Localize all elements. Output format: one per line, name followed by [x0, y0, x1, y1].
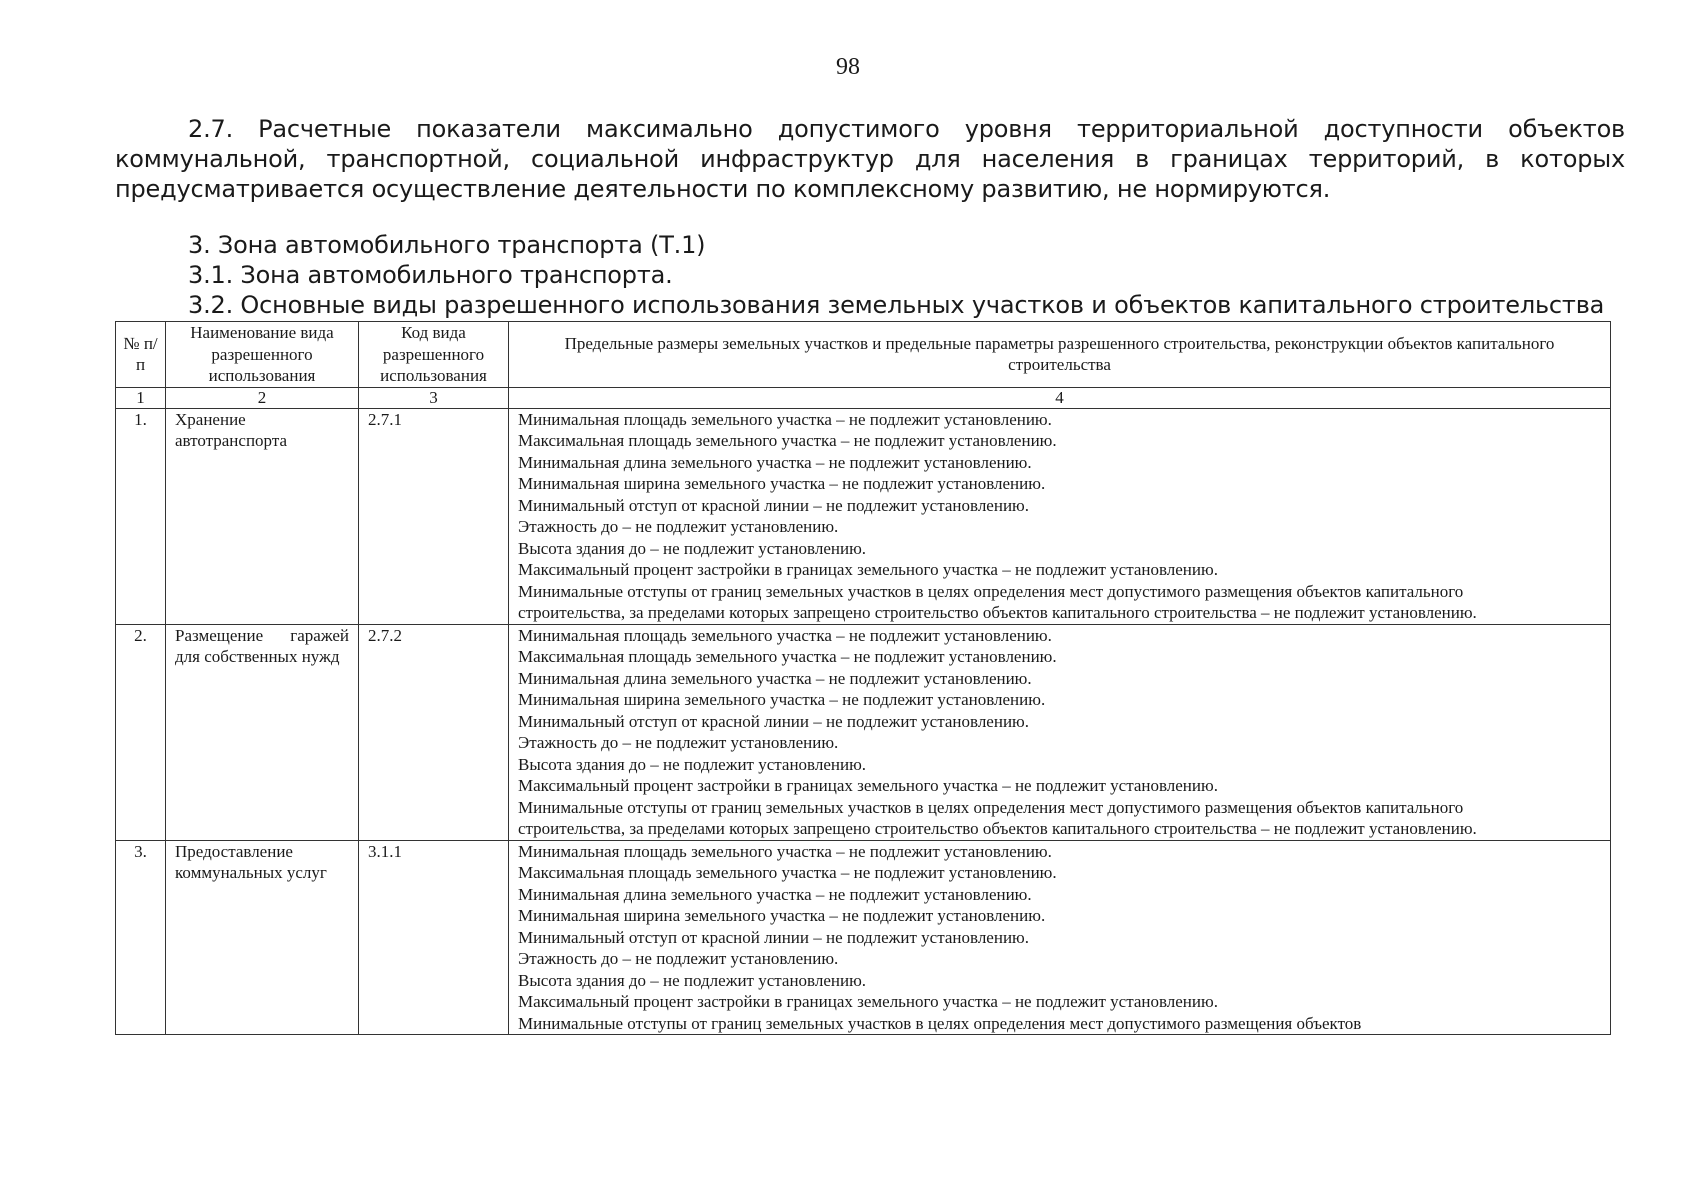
param-line: Минимальные отступы от границ земельных участков в целях определения мест допустимого размещения объектов капитального строительства, за пределами которых запрещено строительство объектов капитального строительства – не подлежит установлению. — [518, 797, 1477, 838]
use-params — [509, 408, 1611, 624]
table-row — [116, 840, 1611, 1035]
param-line: Максимальный процент застройки в границах земельного участка – не подлежит установлению. — [518, 992, 1218, 1011]
param-line: Высота здания до – не подлежит установлению. — [518, 970, 867, 990]
param-line: Минимальный отступ от красной линии – не подлежит установлению. — [518, 495, 1029, 515]
param-line: Этажность до – не подлежит установлению. — [518, 517, 839, 536]
param-line: Максимальный процент застройки в границах земельного участка – не подлежит установлению. — [518, 560, 1218, 579]
param-line: Минимальная длина земельного участка – не подлежит установлению. — [518, 668, 1032, 688]
permitted-uses-heading: 3.2. Основные виды разрешенного использования земельных участков и объектов капитального строительства — [188, 291, 1605, 319]
param-line: Минимальная площадь земельного участка – не подлежит установлению. — [518, 409, 1052, 429]
use-params — [509, 840, 1611, 1035]
param-line: Минимальная ширина земельного участка – не подлежит установлению. — [518, 474, 1046, 493]
column-number: 3 — [359, 387, 509, 408]
use-params — [509, 624, 1611, 840]
param-line: Минимальный отступ от красной линии – не подлежит установлению. — [518, 711, 1029, 731]
param-line: Максимальная площадь земельного участка – не подлежит установлению. — [518, 431, 1057, 450]
row-number: 3. — [116, 840, 166, 1035]
param-line: Максимальная площадь земельного участка – не подлежит установлению. — [518, 863, 1057, 882]
page-number: 98 — [836, 54, 860, 80]
table-header-row — [116, 322, 1611, 388]
param-line: Высота здания до – не подлежит установлению. — [518, 538, 867, 558]
param-line: Этажность до – не подлежит установлению. — [518, 733, 839, 752]
param-line: Максимальная площадь земельного участка – не подлежит установлению. — [518, 647, 1057, 666]
column-number: 2 — [166, 387, 359, 408]
header-params: Предельные размеры земельных участков и предельные параметры разрешенного строительства, реконструкции объектов капитального строительства — [509, 322, 1611, 388]
use-name: Хранение автотранспорта — [166, 408, 359, 624]
param-line: Минимальная ширина земельного участка – не подлежит установлению. — [518, 906, 1046, 925]
param-line: Минимальная ширина земельного участка – не подлежит установлению. — [518, 690, 1046, 709]
param-line: Минимальный отступ от красной линии – не подлежит установлению. — [518, 927, 1029, 947]
zone-subheading: 3.1. Зона автомобильного транспорта. — [188, 261, 673, 289]
header-num: № п/п — [116, 322, 166, 388]
param-line: Минимальная площадь земельного участка – не подлежит установлению. — [518, 841, 1052, 861]
param-line: Максимальный процент застройки в границах земельного участка – не подлежит установлению. — [518, 776, 1218, 795]
param-line: Высота здания до – не подлежит установлению. — [518, 754, 867, 774]
use-code: 2.7.2 — [359, 624, 509, 840]
column-number: 1 — [116, 387, 166, 408]
use-name: Размещение гаражей для собственных нужд — [166, 624, 359, 840]
table-row — [116, 408, 1611, 624]
param-line: Этажность до – не подлежит установлению. — [518, 949, 839, 968]
column-number: 4 — [509, 387, 1611, 408]
table-row — [116, 624, 1611, 840]
intro-paragraph: 2.7. Расчетные показатели максимально допустимого уровня территориальной доступности объектов коммунальной, транспортной, социальной инфраструктур для населения в границах территорий, в которых предусматривается осуществление деятельности по комплексному развитию, не нормируются. — [115, 115, 1625, 203]
use-code: 2.7.1 — [359, 408, 509, 624]
use-name: Предоставление коммунальных услуг — [166, 840, 359, 1035]
param-line: Минимальная площадь земельного участка – не подлежит установлению. — [518, 625, 1052, 645]
header-code: Код вида разрешенного использования — [359, 322, 509, 388]
permitted-uses-table — [115, 321, 1611, 1035]
param-line: Минимальные отступы от границ земельных участков в целях определения мест допустимого размещения объектов капитального строительства, за пределами которых запрещено строительство объектов капитального строительства – не подлежит установлению. — [518, 581, 1477, 622]
row-number: 1. — [116, 408, 166, 624]
header-name: Наименование вида разрешенного использования — [166, 322, 359, 388]
column-number-row — [116, 387, 1611, 408]
row-number: 2. — [116, 624, 166, 840]
param-line: Минимальные отступы от границ земельных участков в целях определения мест допустимого размещения объектов — [518, 1013, 1362, 1033]
param-line: Минимальная длина земельного участка – не подлежит установлению. — [518, 452, 1032, 472]
zone-heading: 3. Зона автомобильного транспорта (Т.1) — [188, 231, 706, 259]
use-code: 3.1.1 — [359, 840, 509, 1035]
param-line: Минимальная длина земельного участка – не подлежит установлению. — [518, 884, 1032, 904]
